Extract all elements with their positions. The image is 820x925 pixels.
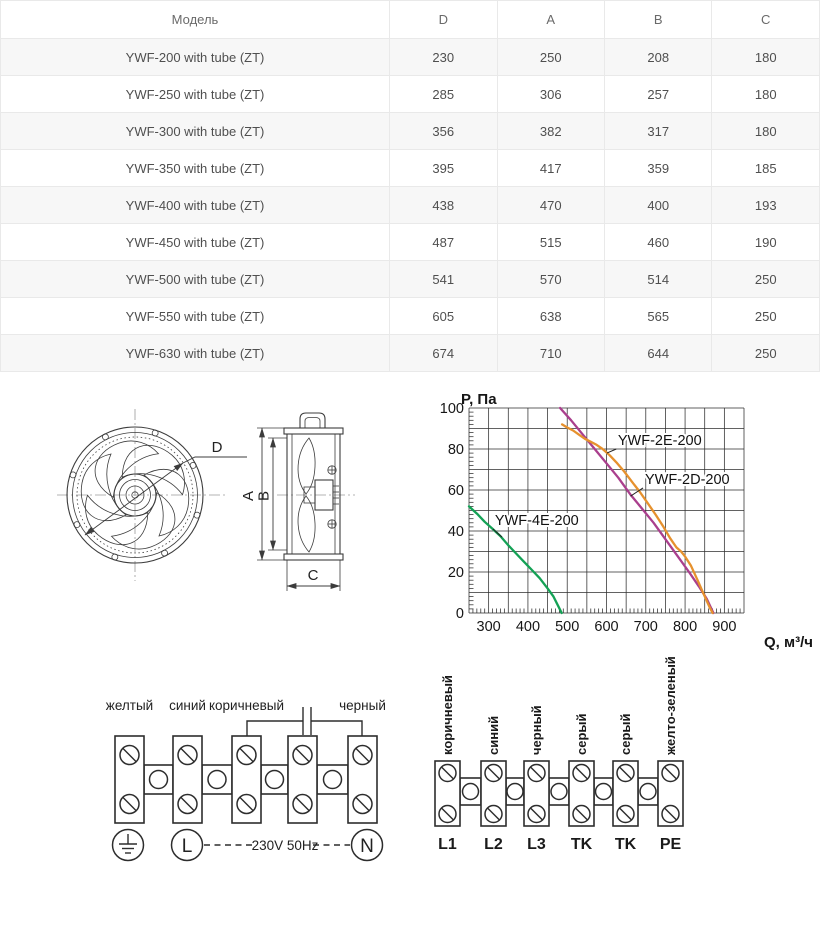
wire-color-label: черный <box>529 705 544 755</box>
model-cell: YWF-250 with tube (ZT) <box>1 76 390 113</box>
y-tick-label: 0 <box>455 606 464 622</box>
dimension-cell: 487 <box>390 224 497 261</box>
wire-color-label: желто-зеленый <box>663 656 678 755</box>
wire-color-label: синий <box>486 715 501 755</box>
x-tick-label: 600 <box>594 619 619 635</box>
dimension-cell: 185 <box>712 150 820 187</box>
table-body <box>1 39 820 372</box>
fan-blade <box>86 428 166 500</box>
terminal-name-label: PE <box>659 836 682 853</box>
dimension-cell: 438 <box>390 187 497 224</box>
link-hole <box>596 784 612 800</box>
chart-grid <box>469 408 744 613</box>
terminal-name-label: L1 <box>438 836 457 853</box>
model-cell: YWF-400 with tube (ZT) <box>1 187 390 224</box>
dimension-cell: 541 <box>390 261 497 298</box>
wire-color-label: черный <box>339 698 386 713</box>
model-cell: YWF-450 with tube (ZT) <box>1 224 390 261</box>
dimension-cell: 644 <box>605 335 712 372</box>
dimension-cell: 285 <box>390 76 497 113</box>
line-label: L <box>181 836 193 857</box>
dimension-cell: 565 <box>605 298 712 335</box>
link-hole <box>208 771 226 789</box>
dimension-cell: 257 <box>605 76 712 113</box>
dimension-cell: 190 <box>712 224 820 261</box>
terminal-name-label: L2 <box>484 836 503 853</box>
dimension-cell: 674 <box>390 335 497 372</box>
wire-color-label: серый <box>574 713 589 755</box>
dimension-cell: 250 <box>712 298 820 335</box>
wire-color-label: желтый <box>105 698 154 713</box>
fan-drawing <box>55 393 360 638</box>
wire-color-label: синий <box>169 698 206 713</box>
y-tick-label: 100 <box>439 401 464 417</box>
table-row <box>1 298 820 335</box>
neutral-terminal-symbol <box>352 830 383 861</box>
x-tick-label: 800 <box>672 619 698 635</box>
curve-label-leader <box>493 529 502 537</box>
dim-c-label: C <box>307 567 319 584</box>
wire-color-label: коричневый <box>208 698 285 713</box>
col-header-c: C <box>712 1 820 39</box>
dimension-cell: 250 <box>712 261 820 298</box>
terminal-name-label: TK <box>614 836 637 853</box>
line-terminal-symbol <box>172 830 203 861</box>
y-tick-label: 40 <box>447 524 464 540</box>
wiring-diagram-single-phase <box>80 685 410 885</box>
terminal-name-label: TK <box>570 836 593 853</box>
dim-d-label: D <box>211 439 223 456</box>
dimension-cell: 605 <box>390 298 497 335</box>
dimension-cell: 470 <box>497 187 604 224</box>
dimension-cell: 395 <box>390 150 497 187</box>
model-cell: YWF-500 with tube (ZT) <box>1 261 390 298</box>
col-header-a: A <box>497 1 604 39</box>
wire-color-label: серый <box>618 713 633 755</box>
fan-blade <box>117 436 197 508</box>
table-row <box>1 335 820 372</box>
link-hole <box>551 784 567 800</box>
dimension-cell: 180 <box>712 39 820 76</box>
spec-table <box>0 0 820 372</box>
y-tick-label: 80 <box>447 442 464 458</box>
model-cell: YWF-300 with tube (ZT) <box>1 113 390 150</box>
fan-side-view <box>240 413 355 591</box>
dimension-cell: 514 <box>605 261 712 298</box>
dimension-cell: 460 <box>605 224 712 261</box>
link-hole <box>266 771 284 789</box>
y-tick-label: 60 <box>447 483 464 499</box>
performance-chart <box>435 390 820 662</box>
dimension-cell: 250 <box>497 39 604 76</box>
dimension-cell: 515 <box>497 224 604 261</box>
dim-a-label: A <box>240 490 257 502</box>
table-header-row <box>1 1 820 39</box>
dimension-cell: 306 <box>497 76 604 113</box>
dimension-cell: 180 <box>712 76 820 113</box>
link-hole <box>324 771 342 789</box>
dimension-cell: 356 <box>390 113 497 150</box>
x-tick-label: 400 <box>515 619 541 635</box>
model-cell: YWF-350 with tube (ZT) <box>1 150 390 187</box>
fan-blade <box>81 454 126 521</box>
fan-blade <box>104 490 184 562</box>
table-row <box>1 224 820 261</box>
curve-label-YWF-4E-200: YWF-4E-200 <box>494 512 579 529</box>
link-hole <box>150 771 168 789</box>
curve-label-YWF-2E-200: YWF-2E-200 <box>617 432 702 449</box>
link-hole <box>463 784 479 800</box>
model-cell: YWF-200 with tube (ZT) <box>1 39 390 76</box>
curve-label-YWF-2D-200: YWF-2D-200 <box>645 471 730 488</box>
col-header-d: D <box>390 1 497 39</box>
x-tick-label: 300 <box>476 619 501 635</box>
table-row <box>1 76 820 113</box>
dimension-cell: 193 <box>712 187 820 224</box>
dimension-cell: 317 <box>605 113 712 150</box>
chart-y-axis-title: P, Па <box>461 391 497 408</box>
x-tick-label: 500 <box>555 619 580 635</box>
x-tick-label: 900 <box>712 619 737 635</box>
neutral-label: N <box>360 836 374 857</box>
terminal-name-label: L3 <box>527 836 546 853</box>
fan-blade <box>144 469 189 536</box>
dimension-cell: 208 <box>605 39 712 76</box>
dimension-cell: 382 <box>497 113 604 150</box>
table-row <box>1 261 820 298</box>
dimension-cell: 570 <box>497 261 604 298</box>
dimension-cell: 417 <box>497 150 604 187</box>
table-row <box>1 187 820 224</box>
model-cell: YWF-550 with tube (ZT) <box>1 298 390 335</box>
dimension-cell: 400 <box>605 187 712 224</box>
link-hole <box>507 784 523 800</box>
dimension-cell: 230 <box>390 39 497 76</box>
fan-blade <box>73 482 153 554</box>
table-row <box>1 113 820 150</box>
curve-label-leader <box>607 449 616 453</box>
wiring-diagram-three-phase <box>425 656 715 878</box>
col-header-model: Модель <box>1 1 390 39</box>
col-header-b: B <box>605 1 712 39</box>
fan-front-view <box>57 409 247 581</box>
y-tick-label: 20 <box>447 565 464 581</box>
dimension-cell: 710 <box>497 335 604 372</box>
table-row <box>1 39 820 76</box>
curve-YWF-2E-200 <box>562 424 713 613</box>
dimension-cell: 250 <box>712 335 820 372</box>
voltage-label: 230V 50Hz <box>251 838 319 853</box>
link-hole <box>640 784 656 800</box>
x-tick-label: 700 <box>633 619 658 635</box>
wire-color-label: коричневый <box>440 675 455 755</box>
dimension-cell: 359 <box>605 150 712 187</box>
model-cell: YWF-630 with tube (ZT) <box>1 335 390 372</box>
dim-b-label: B <box>255 490 273 502</box>
ground-icon <box>113 830 144 861</box>
chart-x-axis-title: Q, м³/ч <box>764 634 813 651</box>
table-row <box>1 150 820 187</box>
dimension-cell: 180 <box>712 113 820 150</box>
dimension-cell: 638 <box>497 298 604 335</box>
